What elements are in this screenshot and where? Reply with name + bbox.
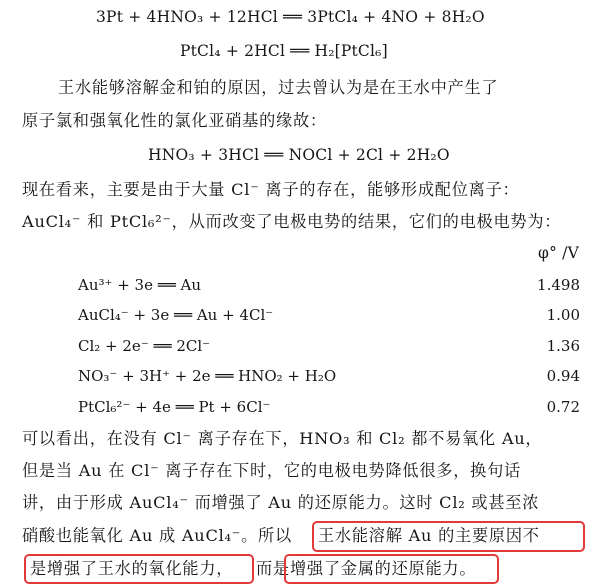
potential-value: 1.498 bbox=[537, 276, 580, 294]
equation-rhs: 3PtCl₄ + 4NO + 8H₂O bbox=[307, 8, 485, 26]
highlighted-text: 王水能溶解 Au 的主要原因不 bbox=[318, 526, 540, 545]
paragraph-line: AuCl₄⁻ 和 PtCl₆²⁻，从而改变了电极电势的结果，它们的电极电势为： bbox=[22, 212, 562, 231]
paragraph-line: 王水能够溶解金和铂的原因，过去曾认为是在王水中产生了 bbox=[58, 78, 499, 97]
equation-rhs: H₂[PtCl₆] bbox=[314, 42, 388, 60]
half-reaction: Au³⁺ + 3e ══ Au bbox=[78, 276, 202, 294]
potential-row bbox=[78, 337, 580, 359]
potential-row bbox=[78, 398, 580, 420]
paragraph-text: 而是 bbox=[256, 559, 290, 578]
equation-pt-hno3 bbox=[96, 10, 485, 26]
paragraph-line bbox=[22, 528, 292, 544]
equation-hno3-hcl bbox=[148, 148, 450, 164]
equation-lhs: 3Pt + 4HNO₃ + 12HCl bbox=[96, 8, 278, 26]
potential-value: 0.94 bbox=[546, 367, 580, 385]
highlight-box bbox=[284, 554, 499, 584]
potential-value: 0.72 bbox=[546, 398, 580, 416]
half-reaction: AuCl₄⁻ + 3e ══ Au + 4Cl⁻ bbox=[78, 306, 274, 324]
equation-arrow: ══ bbox=[264, 146, 284, 164]
paragraph-line: 可以看出，在没有 Cl⁻ 离子存在下，HNO₃ 和 Cl₂ 都不易氧化 Au， bbox=[22, 429, 543, 448]
half-reaction: PtCl₆²⁻ + 4e ══ Pt + 6Cl⁻ bbox=[78, 398, 271, 416]
half-reaction: Cl₂ + 2e⁻ ══ 2Cl⁻ bbox=[78, 337, 211, 355]
equation-arrow: ══ bbox=[290, 42, 310, 60]
potential-value: 1.00 bbox=[546, 306, 580, 324]
equation-ptcl4-hcl bbox=[180, 44, 388, 60]
paragraph-text: 硝酸也能氧化 Au 成 AuCl₄⁻。所以 bbox=[22, 526, 292, 545]
potential-row bbox=[78, 367, 580, 389]
paragraph-line: 现在看来，主要是由于大量 Cl⁻ 离子的存在，能够形成配位离子： bbox=[22, 180, 520, 199]
equation-rhs: NOCl + 2Cl + 2H₂O bbox=[288, 146, 450, 164]
highlighted-text: 增强了金属的还原能力。 bbox=[290, 559, 477, 578]
highlight-box bbox=[312, 521, 585, 552]
highlight-box bbox=[24, 554, 254, 584]
half-reaction: NO₃⁻ + 3H⁺ + 2e ══ HNO₂ + H₂O bbox=[78, 367, 337, 385]
paragraph-line: 讲，由于形成 AuCl₄⁻ 而增强了 Au 的还原能力。这时 Cl₂ 或甚至浓 bbox=[22, 493, 540, 512]
potential-header: φ° /V bbox=[538, 244, 579, 262]
potential-row bbox=[78, 306, 580, 328]
equation-lhs: PtCl₄ + 2HCl bbox=[180, 42, 286, 60]
paragraph-line: 原子氯和强氧化性的氯化亚硝基的缘故： bbox=[22, 111, 327, 130]
potential-row bbox=[78, 276, 580, 298]
equation-lhs: HNO₃ + 3HCl bbox=[148, 146, 260, 164]
highlighted-text: 是增强了王水的氧化能力， bbox=[30, 559, 234, 578]
potential-value: 1.36 bbox=[546, 337, 580, 355]
equation-arrow: ══ bbox=[283, 8, 303, 26]
paragraph-line: 但是当 Au 在 Cl⁻ 离子存在下时，它的电极电势降低很多，换句话 bbox=[22, 461, 521, 480]
